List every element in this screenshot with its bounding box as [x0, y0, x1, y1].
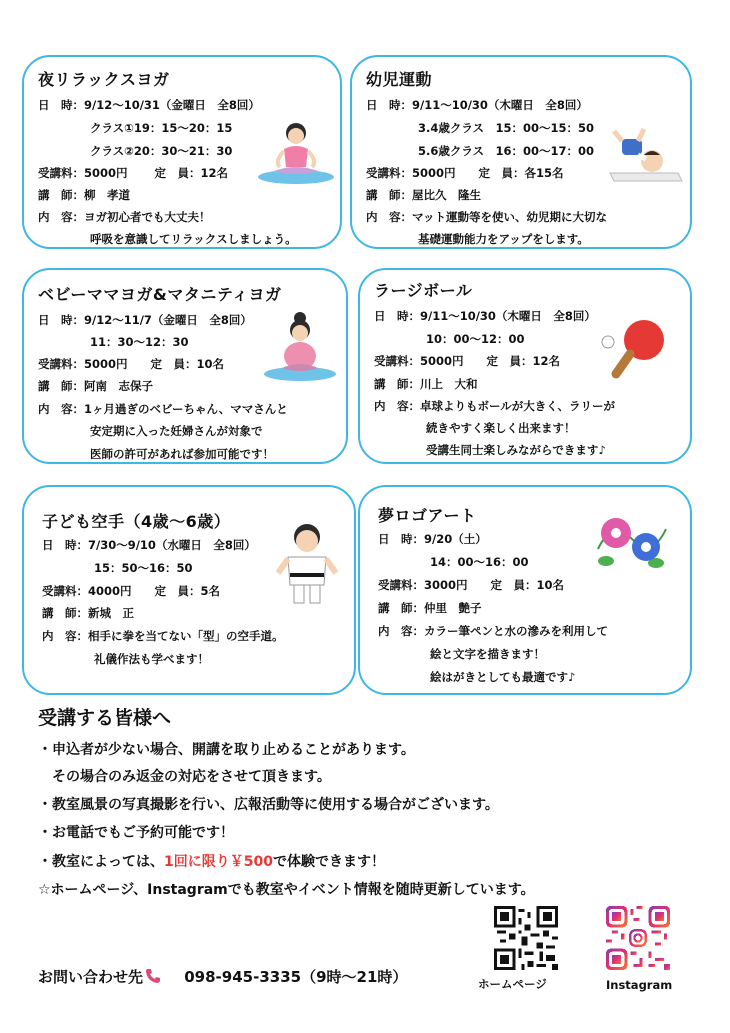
course-title: 幼児運動 [366, 70, 433, 89]
course-content: 内 容：ヨガ初心者でも大丈夫！ [38, 210, 211, 224]
course-instructor: 講 師：柳 孝道 [38, 188, 130, 202]
course-class-2: クラス②20：30〜21：30 [90, 144, 233, 158]
course-content-2: 礼儀作法も学べます！ [94, 652, 209, 666]
course-time: 11：30〜12：30 [90, 335, 189, 349]
homepage-qr-icon[interactable] [494, 906, 558, 970]
yoga-woman-icon [256, 119, 336, 185]
instagram-qr-label: Instagram [606, 978, 673, 992]
course-schedule: 日 時：9/20（土） [378, 532, 487, 546]
course-fee-capacity: 受講料：5000円 定 員：各15名 [366, 166, 564, 180]
course-card-baby-maternity-yoga [22, 268, 348, 464]
notice-trial-prefix: ・教室によっては、 [38, 854, 164, 870]
homepage-qr-label: ホームページ [478, 977, 547, 991]
course-class-1: 3.4歳クラス 15：00〜15：50 [418, 121, 595, 135]
instagram-qr-icon[interactable] [606, 906, 670, 970]
course-schedule: 日 時：9/12〜10/31（金曜日 全8回） [38, 98, 260, 112]
notice-trial-highlight: 1回に限り￥500 [164, 854, 273, 870]
course-fee-capacity: 受講料：5000円 定 員：12名 [374, 354, 561, 368]
course-card-yume-logo-art [358, 485, 692, 695]
course-class-2: 5.6歳クラス 16：00〜17：00 [418, 144, 595, 158]
karate-boy-icon [274, 521, 340, 605]
contact-phone[interactable]: 098-945-3335（9時〜21時） [184, 968, 408, 986]
course-content: 内 容：カラー筆ペンと水の滲みを利用して [378, 624, 608, 638]
course-instructor: 講 師：阿南 志保子 [38, 379, 153, 393]
notice-trial-line [38, 851, 385, 871]
course-card-kids-exercise [350, 55, 692, 249]
course-content: 内 容：1ヶ月過ぎのベビーちゃん、ママさんと [38, 402, 288, 416]
course-fee-capacity: 受講料：3000円 定 員：10名 [378, 578, 565, 592]
course-class-1: クラス①19：15〜20：15 [90, 121, 233, 135]
course-content-3: 受講生同士楽しみながらできます♪ [426, 443, 606, 457]
course-time: 10：00〜12：00 [426, 332, 525, 346]
course-content: 内 容：卓球よりもボールが大きく、ラリーが [374, 399, 616, 413]
phone-icon [145, 968, 161, 988]
course-fee-capacity: 受講料：5000円 定 員：10名 [38, 357, 225, 371]
course-card-large-ball [358, 268, 692, 464]
course-instructor: 講 師：仲里 艶子 [378, 601, 482, 615]
course-title: 夢ロゴアート [378, 506, 477, 525]
course-content-2: 安定期に入った妊婦さんが対象で [90, 424, 263, 438]
course-instructor: 講 師：川上 大和 [374, 377, 478, 391]
course-content-2: 絵と文字を描きます！ [430, 647, 545, 661]
maternity-yoga-icon [260, 310, 338, 382]
notice-line-3: ・教室風景の写真撮影を行い、広報活動等に使用する場合がございます。 [38, 797, 499, 813]
child-tumbling-icon [608, 125, 684, 187]
course-title: ベビーママヨガ&マタニティヨガ [38, 285, 282, 304]
notice-title: 受講する皆様へ [38, 707, 172, 729]
course-schedule: 日 時：9/12〜11/7（金曜日 全8回） [38, 313, 252, 327]
course-card-night-yoga [22, 55, 342, 249]
course-content: 内 容：マット運動等を使い、幼児期に大切な [366, 210, 608, 224]
course-fee-capacity: 受講料：4000円 定 員：5名 [42, 584, 221, 598]
notice-trial-suffix: で体験できます！ [272, 854, 385, 870]
course-title: ラージボール [374, 281, 473, 300]
notice-line-1: ・申込者が少ない場合、開講を取り止めることがあります。 [38, 742, 415, 758]
course-time: 14：00〜16：00 [430, 555, 529, 569]
notice-line-4: ・お電話でもご予約可能です！ [38, 825, 234, 841]
course-schedule: 日 時：9/11〜10/30（木曜日 全8回） [374, 309, 596, 323]
course-content-3: 絵はがきとしても最適です♪ [430, 670, 576, 684]
course-fee-capacity: 受講料：5000円 定 員：12名 [38, 166, 229, 180]
course-content-2: 続きやすく楽しく出来ます！ [426, 421, 576, 435]
contact-line [38, 966, 407, 988]
course-title: 子ども空手（4歳〜6歳） [42, 512, 231, 531]
course-content-2: 呼吸を意識してリラックスしましょう。 [90, 232, 297, 246]
ping-pong-paddle-icon [600, 316, 672, 380]
notice-line-2: その場合のみ返金の対応をさせて頂きます。 [38, 769, 331, 785]
course-instructor: 講 師：屋比久 隆生 [366, 188, 481, 202]
course-instructor: 講 師：新城 正 [42, 606, 134, 620]
notice-update-line: ☆ホームページ、Instagramでも教室やイベント情報を随時更新しています。 [38, 882, 535, 898]
contact-label: お問い合わせ先 [38, 968, 144, 986]
course-content: 内 容：相手に拳を当てない「型」の空手道。 [42, 629, 284, 643]
course-schedule: 日 時：7/30〜9/10（水曜日 全8回） [42, 538, 256, 552]
course-schedule: 日 時：9/11〜10/30（木曜日 全8回） [366, 98, 588, 112]
course-time: 15：50〜16：50 [94, 561, 193, 575]
course-content-3: 医師の許可があれば参加可能です！ [90, 447, 274, 461]
course-title: 夜リラックスヨガ [38, 70, 170, 89]
morning-glory-icon [592, 509, 672, 579]
course-card-kids-karate [22, 485, 356, 695]
course-content-2: 基礎運動能力をアップをします。 [418, 232, 589, 246]
